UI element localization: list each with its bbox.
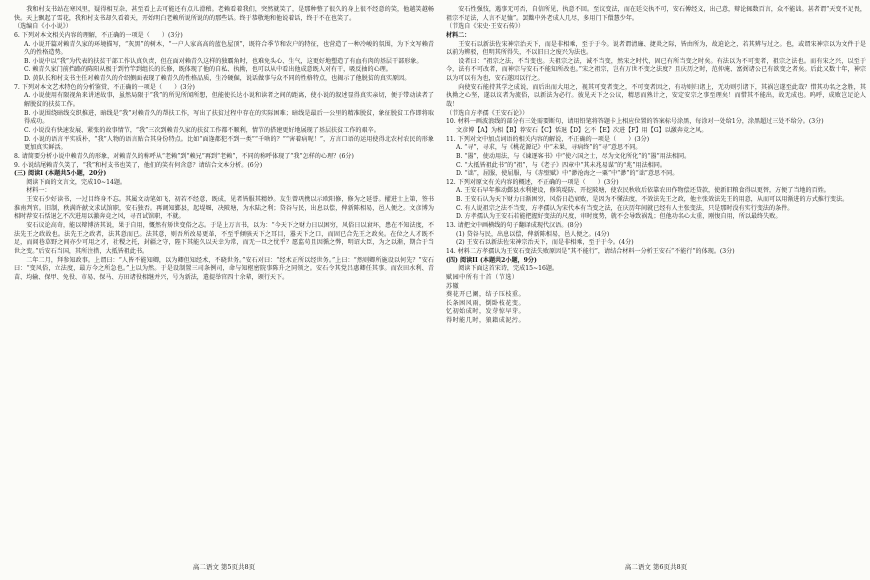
question-7-option-c: C. 小说没有快速发展、紧张的故事情节，“我”三次到赖青久家的扶贫工作都不顺利，情节的搭建更好地展现了基层扶贫工作的艰辛。 bbox=[24, 126, 380, 134]
material-2-paragraph: 王安石以新法佐宋神宗治天下，而是非相乘，至于于今。说者谓清廉、捷炎之际，皆由所为，故迫论之，若其辨与过之。也，或谓宋神宗以为文件于是以前为辨驳，但明其所得失，不以旧日之废兴为法也。 bbox=[446, 40, 866, 57]
question-11-option-c: C. “大抵皆祖此书”的“祖”，与《老子》四章中“其未兆易谋”的“兆”用法相同。 bbox=[456, 161, 666, 169]
poem-line: 得时能几时，狼籍成泥污。 bbox=[446, 317, 526, 325]
poem-line: 长条困风雨，倒卧枝花变。 bbox=[446, 299, 526, 307]
poem-author: 苏辙 bbox=[446, 282, 460, 290]
question-6-option-b: B. 小说中以“我”为代表的扶贫干部工作认真负责，但在面对赖青久这样的独霸角时，也难免头心、生气，这更好地塑造了有血有肉的基层干部形象。 bbox=[24, 57, 423, 65]
question-9: 9. 小说结尾赖青久笑了，“我”和村支书也笑了，他们的笑有何含意？请结合文本分析。(6分) bbox=[14, 161, 263, 169]
question-7-option-a: A. 小说使用有限视角来讲述故事，虽然局限于“我”的所见所闻所想，但能使长达小说和读者之间的距离，使小说的叙述显得真实亲切，便于带动读者了解脱贫的扶贫工作。 bbox=[24, 92, 434, 109]
story-ending: 我和村支书站在寒风里，疑得相互杂，甚至看上去可能还有点儿滑稽。老赖看着我们，突然就笑了，是那种整了很久的身上很不经意的笑，他越笑越畅快。天上飘起了雪花，我和村支书却久看着天，开始明白老赖所说所说的的那些话。终于恭敬地和他说着话，终于不在也笑了。 bbox=[14, 6, 434, 22]
question-7-option-d: D. 小说的语言平实质朴，“我”人物的语言贴合其身份特点。比如“面逢都犯不到一类”“千啥的？”“害着病呢！”，方言口语的运用使得北农村农民的形象更加真实鲜活。 bbox=[24, 135, 434, 152]
question-14: 14. 材料二方孝孺认为王安石变法失败原因是“其不能行”，请结合材料一分析王安石“不能行”的体现。(3分) bbox=[446, 247, 735, 255]
question-6-option-c: C. 赖青久家门前挡路的陈阳从极于到竹竿到组长的长修，既体现了他的自私、执拗，也可以从中看出他成意既人对有干，吸反抽的心理。 bbox=[24, 66, 392, 74]
page-footer-left: 高二语文 第5页共8页 bbox=[192, 562, 256, 571]
left-page bbox=[14, 6, 434, 574]
question-11-option-a: A. “寻”，寻求，与《桃花源记》中“未果，寻病终”的“寻”意思不同。 bbox=[456, 144, 642, 152]
material-1-label: 材料一： bbox=[26, 187, 51, 195]
material-1-paragraph: 王安石少好读书，一过目终身不忘。其属文动笔如飞，初若不经意，既成，见者皆服其精妙。友生曾巩携以示欧阳修，修为之延誉。擢进士上第，签书淮南判官。旧制，秩满许献文求试馆职，安石独否。再调知鄞县，起堤堰，决陂塘，为水陆之利；贷谷与民，出息以偿，俾新陈相易，邑人便之。文彦博为相时荐安石恬退乞不次进用以激奔竞之风，寻召试馆职，不就。 bbox=[14, 196, 434, 221]
question-12-option-c: C. 有人说祖宗之法不当变，方孝孺认为宋代本有当变之法，在庆历年间就已经有人主张变法，只是那时没有实行变法的条件。 bbox=[456, 204, 794, 212]
section-4-heading: (四) 阅读II (本题共2小题，9分) bbox=[446, 256, 537, 264]
material-2-source: （节选自方孝孺《王安石论》） bbox=[446, 109, 529, 117]
question-8: 8. 请简要分析小说中赖青久的形象，对赖青久的称呼从“老赖”到“赖兄”再到“老赖”，不同的称呼体现了“我”怎样的心理？(6分) bbox=[14, 152, 354, 160]
section-3-heading: (三) 阅读I (本题共5小题，20分) bbox=[14, 170, 107, 178]
page-footer-right: 高二语文 第6页共8页 bbox=[624, 562, 688, 571]
question-13: 13. 请把文中画横线的句子翻译成现代汉语。(8分) bbox=[446, 222, 583, 230]
material-2-paragraph: 设者曰：“祖宗之法，不当变也。夫祖宗之法，诚不当变，然宋之时代，固已有所当变之时矣。有法以为不可变者，祖宗之法也。而有宋之兴，以至于今，法有不可改者，而神宗与安石不能知所改也。”宋之祖宗，岂有万世不变之法度？且庆历之时，范仲淹、富弼诸公已有欲变之者矣。后此又数十年，神宗以为可以有为也，安石遂因以行之。 bbox=[446, 57, 866, 83]
material-1-paragraph: 二年二月，拜参知政事。上谓曰：“人皆不能知卿，以为卿但知经术，不晓世务。”安石对曰：“经术正所以经世务。”上曰：“然则卿所施设以何先？”安石曰：“变风俗，立法度，最方今之所急也。”上以为然。于是设制置三司条例司，命与知枢密院事陈升之同领之。安石令其党吕惠卿任其事。而农田水利、青苗、均输、保甲、免役、市易、保马、方田诸役相继并兴，号为新法，遣提举官四十余辈，颁行天下。 bbox=[14, 256, 434, 281]
question-11-stem: 11. 下列对文中加点词语的相关内容的解说，不正确的一项是（ ）(3分) bbox=[446, 135, 650, 143]
story-source: （选编自《小小说》） bbox=[14, 23, 72, 31]
question-6-option-d: D. 黄队长和村支书主任对赖青久的介绍侧面表现了赖青久的性格品质，生冷硬倔，说话做事与众不同的性格特点，也揭示了他脱贫的真实原因。 bbox=[24, 75, 411, 83]
poem-line: 忆初始成时，发芽惊早芽。 bbox=[446, 308, 526, 316]
section-3-intro: 阅读下面的文言文，完成10~14题。 bbox=[26, 178, 127, 186]
question-10-text: 文彦博【A】为相【B】荐安石【C】恬退【D】乞不【E】次进【F】用【G】以激奔竞之风。 bbox=[456, 126, 708, 134]
material-2-label: 材料二： bbox=[446, 31, 471, 39]
section-4-intro: 阅读下面这首宋诗，完成15~16题。 bbox=[458, 265, 559, 273]
question-13-item-2: (2) 王安石以新法佐宋神宗治天下，而是非相乘，至于于今。(4分) bbox=[456, 239, 634, 247]
question-12-option-b: B. 王安石认为天下财力日渐困穷，风俗日趋衰败，是因为不懂法度，不效法先王之政，他主张效法先王的用意，从而可以用渐进的方式推行变法。 bbox=[456, 196, 849, 204]
material-2-paragraph: 向使安石能持其学之成说，而后出而大用之，视其可变者变之，不可变者因之，有功则归诸上，无功则引诸下，其祸岂遂至此哉？惜其功名之念胜，其执拗之心坚，遂以议者为流俗，以新法为必行。彼见天下之公议，精思而熟计之，安定安宗之事至理矣！而惜其不能出，故无成也。呜呼，成败岂足论人哉！ bbox=[446, 83, 866, 109]
question-13-item-1: (1) 贷谷与民，出息以偿，俾新陈相易，邑人便之。(4分) bbox=[456, 230, 610, 238]
question-11-option-d: D. “诎”，屈服，使屈服，与《赤壁赋》中“渺沧海之一粟”中“渺”的“诎”意思不同。 bbox=[456, 170, 679, 178]
question-12-option-d: D. 方孝孺认为王安石若能把握好变法的尺度，审时度势，就不会导致祸乱；但他功名心太重，刚愎自用，所以最终失败。 bbox=[456, 213, 782, 221]
question-10: 10. 材料一画波浪线的部分有三处需要断句，请用铅笔将答题卡上相应位置的答案标号涂黑，每涂对一处给1分，涂黑超过三处不给分。(3分) bbox=[446, 118, 824, 126]
material-1-continued: 安石性强忮，遇事无可否，自信所见，执意不回。至议变法，而在廷交执不可，安石傅经义，出己意，辩论辄数百言，众不能诎。甚者谓“天变不足畏，祖宗不足法，人言不足恤”。罢黜中外老成人几尽，多用门下儇慧少年。 bbox=[446, 6, 866, 22]
poem-line: 葵花开已阑，结子压枝重。 bbox=[446, 291, 526, 299]
material-1-paragraph: 安石议论高奇，能以辩博济其说，果于自用，慨然有矫世变俗之志。于是上万言书，以为：“今天下之财力日以困穷，风俗日以衰坏，患在不知法度，不法先王之政故也。法先王之政者，法其意而已。法其意，则吾所改易更革，不至乎倾骇天下之耳目，嚣天下之口，而固已合先王之政矣。在位之人才既不足，而闾巷草野之间亦少可用之才，社稷之托，封疆之守，陛下其能久以天幸为常，而无一旦之忧乎？愿监苟且因循之弊，明诏大臣，为之以渐，期合于当世之变。”后安石当国，其所注措，大抵皆祖此书。 bbox=[14, 222, 434, 255]
question-6-option-a: A. 小说开篇对赖青久家的环境描写，“灰黑”的树木，“一户人家高高的蓝色屋顶”，既符合季节和农户的特征，也营造了一种冷峻的氛围，为下文写赖青久的性格造势。 bbox=[24, 40, 434, 57]
poem-title: 赋园中所有十首（节选） bbox=[446, 273, 519, 281]
question-6-stem: 6. 下列对本文相关内容的理解，不正确的一项是（ ）(3分) bbox=[14, 31, 183, 39]
question-11-option-b: B. “嚣”，使动用法，与《谏逐客书》中“使六国之士，尽为文化所化”的“嚣”用法相同。 bbox=[456, 152, 691, 160]
question-12-option-a: A. 王安石早年推动鄞县水利建设，修筑堤防、开挖陂塘，使农民秋收后依靠农田作物偿还贷款，使新旧粮食得以更替，方便了当地的百姓。 bbox=[456, 187, 830, 195]
question-7-option-b: B. 小说围绕暗线交织推进，暗线是“我”对赖青久的帮扶工作，写出了扶贫过程中存在的实际困难；暗线是最后一公里的精准脱贫，象征脱贫工作即将取得成功。 bbox=[24, 109, 434, 126]
right-page bbox=[446, 6, 866, 574]
question-7-stem: 7. 下列对本文艺术特色的分析鉴赏，不正确的一项是（ ）(3分) bbox=[14, 83, 195, 91]
question-12-stem: 12. 下列对原文有关内容的概述，不正确的一项是（ ）(3分) bbox=[446, 178, 619, 186]
material-1-source: （节选自《宋史·王安石传》） bbox=[446, 23, 525, 31]
